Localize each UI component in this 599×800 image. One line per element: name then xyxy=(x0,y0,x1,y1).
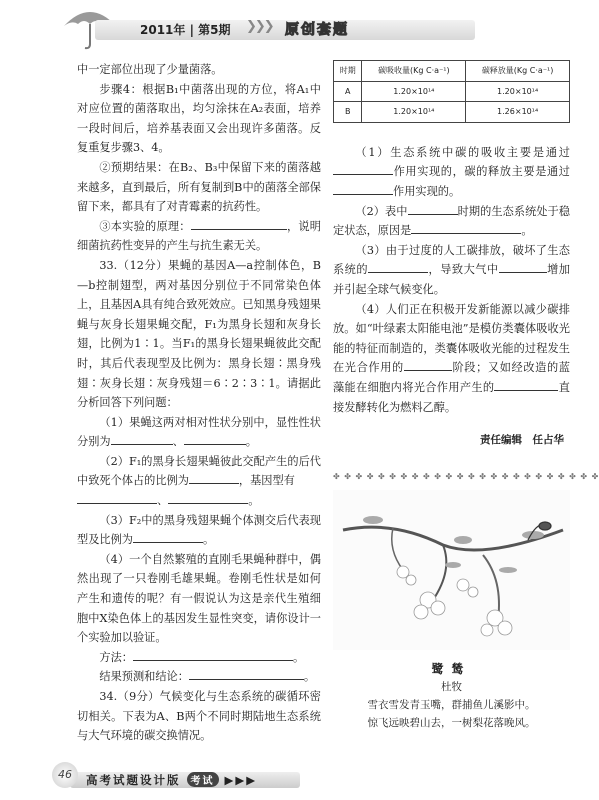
question-33-3: （3）F₂中的黑身残翅果蝇个体测交后代表现型及比例为 。 xyxy=(77,513,321,547)
answer-blank[interactable] xyxy=(189,471,239,484)
editor-credit: 责任编辑 任占华 xyxy=(480,434,564,447)
answer-blank[interactable] xyxy=(494,378,558,391)
question-34-1: （1）生态系统中碳的吸收主要是通过作用实现的，碳的释放主要是通过作用实现的。 xyxy=(333,143,570,202)
table-row: A 1.20×10¹⁴ 1.20×10¹⁴ xyxy=(334,81,570,102)
answer-blank[interactable] xyxy=(408,202,458,215)
table-header: 时期 xyxy=(334,61,362,82)
section-title: 原创套题 xyxy=(285,22,349,38)
carbon-exchange-table xyxy=(333,60,570,123)
question-34: 34.（9分）气候变化与生态系统的碳循环密切相关。下表为A、B两个不同时期陆地生态系统与大气环境的碳交换情况。 xyxy=(77,690,321,743)
question-34-3: （3）由于过度的人工碳排放，破坏了生态系统的 ，导致大气中 增加并引起全球气候变化。 xyxy=(333,243,570,296)
poem xyxy=(333,660,570,732)
question-33-2: （2）F₁的黑身长翅果蝇彼此交配产生的后代中致死个体占的比例为 ，基因型有 、 。 xyxy=(77,454,321,508)
page-number: 46 xyxy=(52,762,78,788)
paragraph: 步骤4：根据B₁中菌落出现的方位，将A₁中对应位置的菌落取出，均匀涂抹在A₂表面，培养一段时间后，培养基表面又会出现许多菌落。反复重复步骤3、4。 xyxy=(77,82,321,155)
answer-blank[interactable] xyxy=(499,260,547,273)
answer-blank[interactable] xyxy=(333,182,393,195)
poem-line: 雪衣雪发青玉嘴，群捕鱼儿溪影中。 xyxy=(367,699,536,711)
answer-blank[interactable] xyxy=(404,358,452,371)
poem-line: 惊飞远映碧山去，一树梨花落晚风。 xyxy=(367,717,536,729)
table-row: B 1.20×10¹⁴ 1.26×10¹⁴ xyxy=(334,102,570,123)
poem-author: 杜牧 xyxy=(441,681,462,693)
left-column xyxy=(77,60,321,746)
answer-blank[interactable] xyxy=(77,491,157,504)
answer-blank[interactable] xyxy=(191,217,287,230)
paragraph: ③本实验的原理： ，说明细菌抗药性变异的产生与抗生素无关。 xyxy=(77,217,321,256)
answer-blank[interactable] xyxy=(133,648,293,661)
answer-blank[interactable] xyxy=(133,530,203,543)
issue-label: 2011年 | 第5期 xyxy=(140,23,231,37)
question-33-4: （4）一个自然繁殖的直刚毛果蝇种群中，偶然出现了一只卷刚毛雄果蝇。卷刚毛性状是如何产生和遗传的呢？有一假说认为这是亲代生殖细胞中X染色体上的基因发生显性突变，请你设计一个实验加以验证。 xyxy=(77,552,321,645)
question-33-1: （1）果蝇这两对相对性状分别中，显性性状分别为 、 。 xyxy=(77,415,321,449)
answer-blank[interactable] xyxy=(368,260,428,273)
answer-blank[interactable] xyxy=(411,221,521,234)
answer-blank[interactable] xyxy=(184,432,246,445)
right-column xyxy=(333,60,570,451)
page-header xyxy=(0,0,581,52)
paragraph: 中一定部位出现了少量菌落。 xyxy=(77,63,223,76)
chevron-right-icon: ❯❯❯ xyxy=(246,19,273,34)
question-33: 33.（12分）果蝇的基因A—a控制体色，B—b控制翅型，两对基因分别位于不同常染色体上，且基因A具有纯合致死效应。已知黑身残翅果蝇与灰身长翅果蝇交配，F₁为黑身长翅和灰身长翅，比例为1∶1。当F₁的黑身长翅果蝇彼此交配时，其后代表现型及比例为：黑身长翅∶黑身残翅∶灰身长翅∶灰身残翅＝6∶2∶3∶1。请据此分析回答下列问题： xyxy=(77,258,321,410)
answer-blank[interactable] xyxy=(111,432,173,445)
table-header: 碳释放量(Kg C·a⁻¹) xyxy=(466,61,570,82)
triangle-right-icon: ▶▶▶ xyxy=(224,773,258,787)
poem-title: 鹭鸶 xyxy=(431,662,472,676)
result-line: 结果预测和结论： 。 xyxy=(77,667,321,687)
table-header: 碳吸收量(Kg C·a⁻¹) xyxy=(362,61,466,82)
question-34-2: （2）表中 时期的生态系统处于稳定状态，原因是 。 xyxy=(333,202,570,241)
paragraph: ②预期结果：在B₂、B₃中保留下来的菌落越来越多，直到最后，所有复制到B中的菌落全部保留下来，都具有了对青霉素的抗药性。 xyxy=(77,160,321,214)
question-34-4: （4）人们正在积极开发新能源以减少碳排放。如“叶绿素太阳能电池”是模仿类囊体吸收光能的特征而制造的，类囊体吸收光能的过程发生在光合作用的 阶段；又如经改造的蓝藻能在细胞内将光合作用产生的 直接发酵转化为燃料乙醇。 xyxy=(333,302,570,414)
answer-blank[interactable] xyxy=(333,162,393,175)
exam-badge: 考试 xyxy=(187,772,219,787)
method-line: 方法： 。 xyxy=(77,648,321,668)
ornament-divider: ✤ ✤ ✤ ✤ ✤ ✤ ✤ ✤ ✤ ✤ ✤ ✤ ✤ ✤ ✤ ✤ ✤ ✤ ✤ ✤ ✤ ✤ ✤ ✤ xyxy=(333,472,599,481)
footer-text: 高考试题设计版 考试 ▶▶▶ xyxy=(86,773,258,787)
answer-blank[interactable] xyxy=(189,667,304,680)
answer-blank[interactable] xyxy=(168,491,248,504)
blossom-illustration xyxy=(333,490,570,650)
